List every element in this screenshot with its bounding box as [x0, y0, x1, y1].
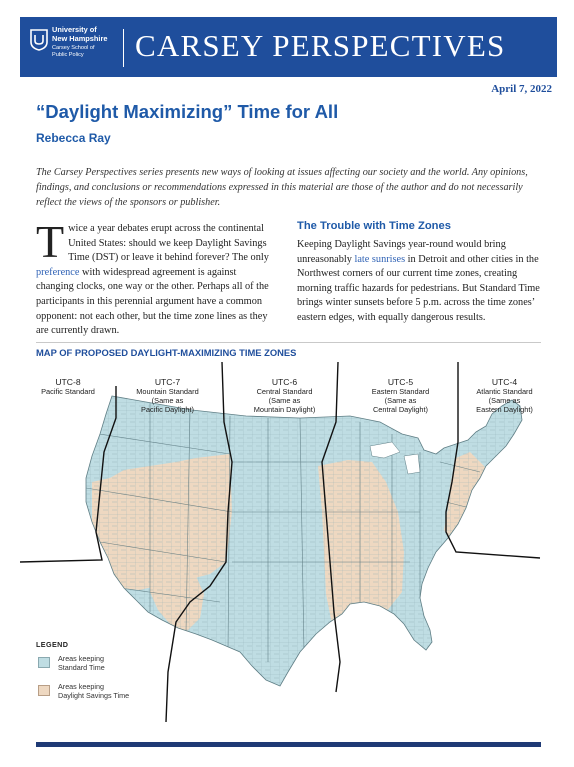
series-title: CARSEY PERSPECTIVES [135, 28, 506, 63]
section-rule [36, 342, 541, 343]
school-name: Carsey School of Public Policy [52, 45, 95, 58]
legend-swatch-daylight [38, 685, 50, 696]
right-column [297, 220, 545, 326]
zone-label-utc4: UTC-4 Atlantic Standard (Same as Eastern Daylight) [476, 377, 533, 414]
right-paragraph [297, 238, 545, 326]
series-disclaimer: The Carsey Perspectives series presents new ways of looking at issues affecting our society and the world. Any opinions, findings, and conclusions or recommendations expressed in this material are those of the author and do not necessarily reflect the views of the sponsors or publisher. [36, 167, 528, 208]
late-sunrises-link[interactable]: late sunrises [354, 253, 406, 265]
legend-title: LEGEND [36, 640, 69, 649]
article-author: Rebecca Ray [36, 131, 111, 145]
legend-item-daylight: Areas keeping Daylight Savings Time [36, 683, 176, 705]
left-paragraph-part2: with widespread agreement is against changing clocks, one way or the other. Perhaps all of the participants in this perennial argument have a common opponent: not each other, but the time zone lines as they are currently drawn. [36, 266, 269, 337]
university-name: University of New Hampshire [52, 25, 108, 43]
zone-label-utc7: UTC-7 Mountain Standard (Same as Pacific Daylight) [136, 377, 199, 414]
map-legend [36, 640, 176, 711]
publication-date: April 7, 2022 [491, 83, 552, 95]
left-paragraph-part1: wice a year debates erupt across the continental United States: should we keep Daylight Savings Time (DST) or leave it behind forever? The only [68, 223, 269, 264]
banner-divider [123, 29, 124, 67]
drop-cap: T [36, 216, 65, 267]
right-paragraph-part2: in Detroit and other cities in the Northwest corners of our current time zones, creating morning traffic hazards for pedestrians. But Standard Time brings winter sunsets before 5 p.m. across the time zones’ eastern edges, with equally dangerous results. [297, 253, 540, 323]
footer-bar [36, 742, 541, 747]
preference-link[interactable]: preference [36, 266, 80, 278]
legend-swatch-standard [38, 657, 50, 668]
right-paragraph-part1: Keeping Daylight Savings year-round would bring unreasonably [297, 239, 506, 265]
zone-label-utc6: UTC-6 Central Standard (Same as Mountain Daylight) [253, 377, 316, 414]
section-heading: The Trouble with Time Zones [297, 220, 451, 232]
article-title: “Daylight Maximizing” Time for All [36, 101, 339, 122]
left-column [36, 216, 276, 339]
zone-label-utc5: UTC-5 Eastern Standard (Same as Central Daylight) [371, 377, 430, 414]
header-banner [20, 17, 557, 77]
zone-label-utc8: UTC-8 Pacific Standard [41, 377, 95, 396]
unh-shield-icon [30, 29, 48, 51]
map-title: MAP OF PROPOSED DAYLIGHT-MAXIMIZING TIME ZONES [36, 347, 297, 358]
legend-item-standard: Areas keeping Standard Time [36, 655, 176, 677]
